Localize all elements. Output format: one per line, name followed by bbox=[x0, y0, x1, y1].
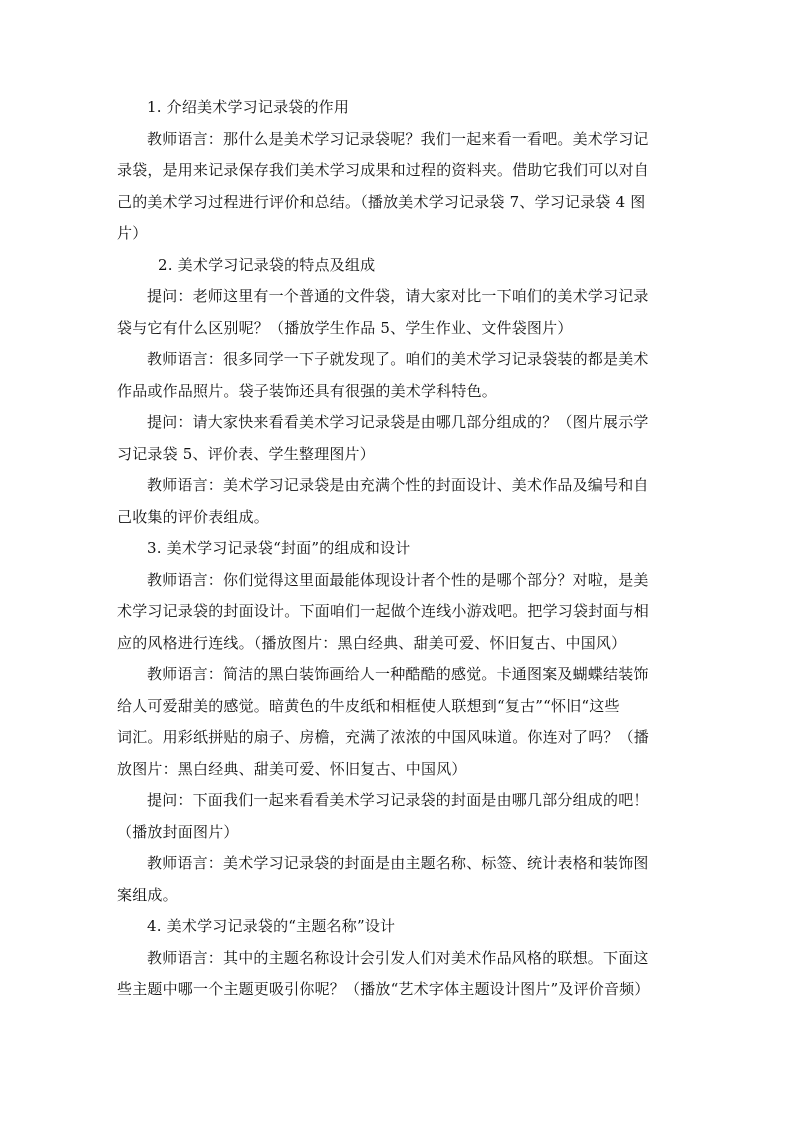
paragraph-line: 己收集的评价表组成。 bbox=[117, 507, 270, 526]
paragraph-line: 术学习记录袋的封面设计。下面咱们一起做个连线小游戏吧。把学习袋封面与相 bbox=[117, 602, 650, 620]
document-body bbox=[117, 92, 683, 1006]
paragraph-line: 教师语言：其中的主题名称设计会引发人们对美术作品风格的联想。下面这 bbox=[147, 948, 649, 967]
paragraph-line: （播放封面图片） bbox=[117, 822, 239, 841]
paragraph-line: 习记录袋 5、评价表、学生整理图片） bbox=[117, 444, 375, 463]
paragraph-line: 放图片：黑白经典、甜美可爱、怀旧复古、中国风） bbox=[117, 759, 467, 778]
paragraph-line: 教师语言：那什么是美术学习记录袋呢？我们一起来看一看吧。美术学习记 bbox=[147, 129, 649, 148]
paragraph-line: 录袋，是用来记录保存我们美术学习成果和过程的资料夹。借助它我们可以对自 bbox=[117, 161, 650, 179]
section-heading-1: 1. 介绍美术学习记录袋的作用 bbox=[147, 98, 350, 116]
section-heading-3: 3. 美术学习记录袋“封面”的组成和设计 bbox=[147, 539, 411, 557]
section-heading-2: 2. 美术学习记录袋的特点及组成 bbox=[158, 255, 376, 274]
paragraph-line: 教师语言：很多同学一下子就发现了。咱们的美术学习记录袋装的都是美术 bbox=[147, 350, 649, 368]
section-heading-4: 4. 美术学习记录袋的“主题名称”设计 bbox=[147, 917, 396, 935]
paragraph-line: 案组成。 bbox=[117, 885, 178, 904]
paragraph-line: 教师语言：美术学习记录袋的封面是由主题名称、标签、统计表格和装饰图 bbox=[147, 854, 649, 872]
paragraph-line: 词汇。用彩纸拼贴的扇子、房檐，充满了浓浓的中国风味道。你连对了吗？（播 bbox=[117, 728, 650, 746]
paragraph-line: 作品或作品照片。袋子装饰还具有很强的美术学科特色。 bbox=[117, 381, 498, 400]
paragraph-line: 给人可爱甜美的感觉。暗黄色的牛皮纸和相框使人联想到“复古”“怀旧“这些 bbox=[117, 696, 620, 715]
paragraph-line: 提问：请大家快来看看美术学习记录袋是由哪几部分组成的？（图片展示学 bbox=[147, 413, 649, 431]
paragraph-line: 片） bbox=[117, 224, 148, 242]
paragraph-line: 提问：老师这里有一个普通的文件袋，请大家对比一下咱们的美术学习记录 bbox=[147, 287, 649, 305]
paragraph-line: 教师语言：美术学习记录袋是由充满个性的封面设计、美术作品及编号和自 bbox=[147, 476, 649, 494]
paragraph-line: 教师语言：你们觉得这里面最能体现设计者个性的是哪个部分？对啦，是美 bbox=[147, 570, 649, 589]
paragraph-line: 袋与它有什么区别呢？（播放学生作品 5、学生作业、文件袋图片） bbox=[117, 318, 573, 337]
paragraph-line: 些主题中哪一个主题更吸引你呢？（播放“艺术字体主题设计图片”及评价音频） bbox=[117, 980, 650, 998]
paragraph-line: 教师语言：简洁的黑白装饰画给人一种酷酷的感觉。卡通图案及蝴蝶结装饰 bbox=[147, 665, 649, 683]
paragraph-line: 己的美术学习过程进行评价和总结。（播放美术学习记录袋 7、学习记录袋 4 图 bbox=[117, 192, 646, 211]
paragraph-line: 提问：下面我们一起来看看美术学习记录袋的封面是由哪几部分组成的吧！ bbox=[147, 791, 649, 809]
paragraph-line: 应的风格进行连线。（播放图片：黑白经典、甜美可爱、怀旧复古、中国风） bbox=[117, 633, 627, 652]
